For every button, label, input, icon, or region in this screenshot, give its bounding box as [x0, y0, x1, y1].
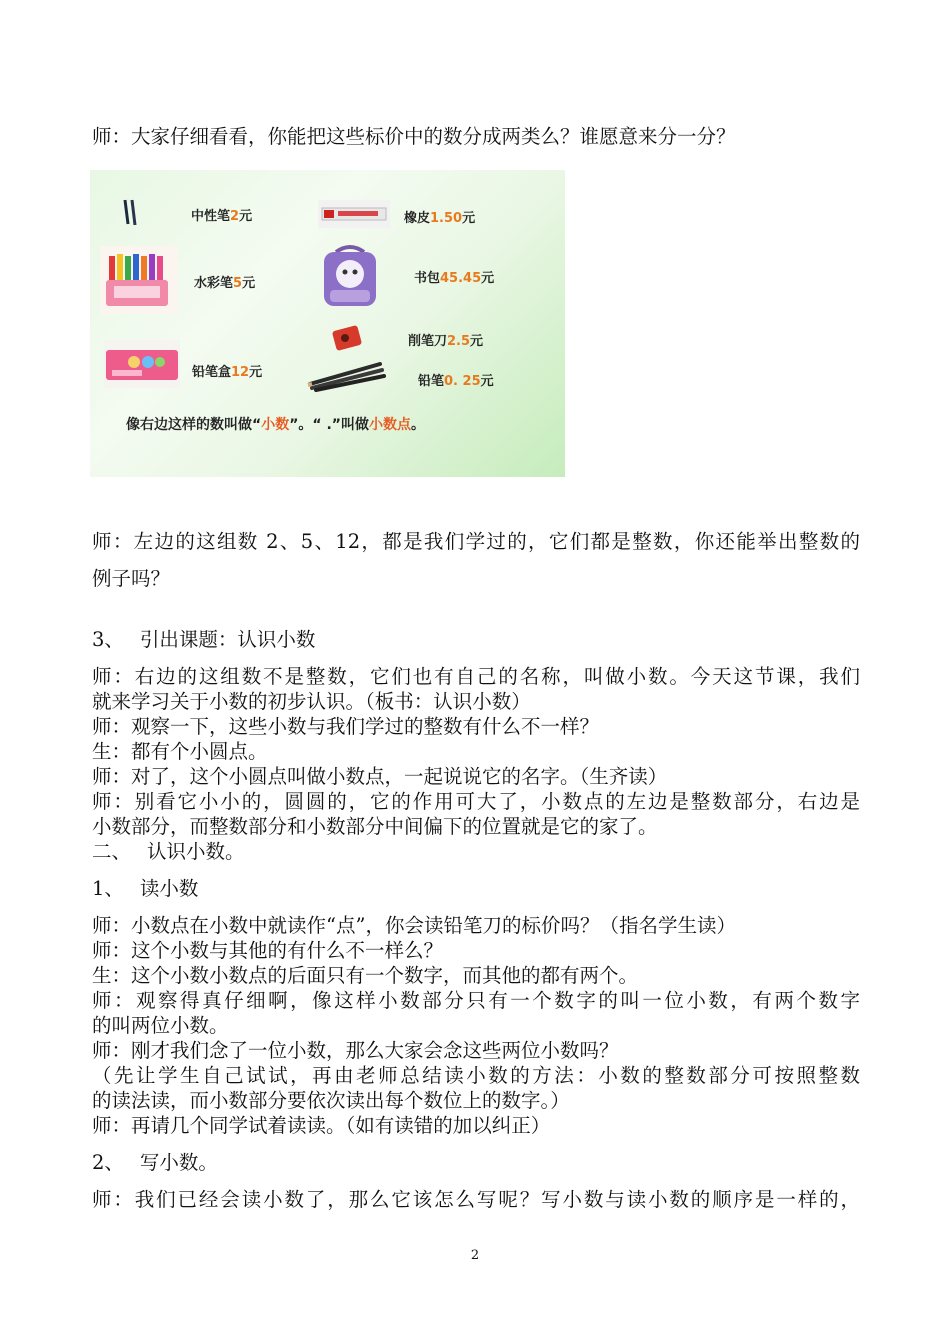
- item-name: 书包: [414, 271, 441, 286]
- item-unit: 元: [480, 374, 494, 389]
- price-label-pencil: [418, 370, 494, 389]
- item-name: 铅笔: [418, 374, 445, 389]
- item-unit: 元: [239, 209, 253, 224]
- price-label-watercolor-pens: [194, 272, 255, 291]
- gel-pen-icon: [120, 198, 142, 228]
- section-heading: 二、 认识小数。: [92, 840, 245, 863]
- section-heading: 2、 写小数。: [92, 1151, 218, 1174]
- text-line: 师：刚才我们念了一位小数，那么大家会念这些两位小数吗？: [92, 1039, 619, 1062]
- text-line: 师：我们已经会读小数了，那么它该怎么写呢？写小数与读小数的顺序是一样的，: [92, 1188, 860, 1211]
- price-label-pencil-sharpener: [408, 330, 483, 349]
- item-unit: 元: [462, 211, 476, 226]
- text-line: 就来学习关于小数的初步认识。（板书：认识小数）: [92, 690, 531, 713]
- text-line: 师：观察一下，这些小数与我们学过的整数有什么不一样？: [92, 715, 600, 738]
- section-heading: 3、 引出课题：认识小数: [92, 628, 316, 651]
- text-line: 的叫两位小数。: [92, 1014, 229, 1037]
- price-label-gel-pen: [191, 205, 252, 224]
- text-line: 师：再请几个同学试着读读。（如有读错的加以纠正）: [92, 1114, 551, 1137]
- item-unit: 元: [481, 271, 495, 286]
- text-line: 师：右边的这组数不是整数，它们也有自己的名称，叫做小数。今天这节课，我们: [92, 665, 860, 688]
- item-name: 铅笔盒: [192, 365, 232, 380]
- item-unit: 元: [470, 334, 484, 349]
- price-label-school-bag: [414, 267, 494, 286]
- watercolor-pens-icon: [100, 246, 178, 314]
- price-label-eraser: [404, 207, 475, 226]
- footer-text-2: ”。“ .”叫做: [289, 417, 369, 433]
- page-number: 2: [470, 1248, 480, 1263]
- pencils-icon: [306, 358, 386, 392]
- item-name: 削笔刀: [408, 334, 448, 349]
- price-label-pencil-box: [192, 361, 262, 380]
- item-price: 5: [233, 276, 243, 291]
- item-price: 45.45: [440, 271, 482, 286]
- eraser-icon: [316, 194, 392, 232]
- footer-text-3: 。: [411, 417, 425, 433]
- item-price: 2: [230, 209, 240, 224]
- footer-term-decimal-point: 小数点: [369, 417, 411, 433]
- item-name: 中性笔: [191, 209, 231, 224]
- text-line: 师：左边的这组数 2、5、12，都是我们学过的，它们都是整数，你还能举出整数的: [92, 530, 860, 553]
- item-name: 橡皮: [404, 211, 431, 226]
- footer-term-decimal: 小数: [261, 417, 290, 433]
- item-unit: 元: [249, 365, 263, 380]
- footer-text-1: 像右边这样的数叫做“: [126, 417, 262, 433]
- school-bag-icon: [318, 244, 382, 310]
- text-line: 的读法读，而小数部分要依次读出每个数位上的数字。）: [92, 1089, 570, 1112]
- text-line: 小数部分，而整数部分和小数部分中间偏下的位置就是它的家了。: [92, 815, 658, 838]
- text-line: 师：对了，这个小圆点叫做小数点，一起说说它的名字。（生齐读）: [92, 765, 668, 788]
- text-line: 师：这个小数与其他的有什么不一样么？: [92, 939, 444, 962]
- pencil-sharpener-icon: [330, 320, 364, 354]
- item-name: 水彩笔: [194, 276, 234, 291]
- price-slide: [90, 170, 565, 477]
- item-unit: 元: [242, 276, 256, 291]
- text-line: （先让学生自己试试，再由老师总结读小数的方法：小数的整数部分可按照整数: [92, 1064, 860, 1087]
- section-heading: 1、 读小数: [92, 877, 199, 900]
- text-line: 师：小数点在小数中就读作“点”，你会读铅笔刀的标价吗？（指名学生读）: [92, 914, 736, 937]
- text-line: 师：观察得真仔细啊，像这样小数部分只有一个数字的叫一位小数，有两个数字: [92, 989, 860, 1012]
- item-price: 2.5: [447, 334, 471, 349]
- text-line: 例子吗？: [92, 567, 171, 590]
- text-line: 师：别看它小小的，圆圆的，它的作用可大了，小数点的左边是整数部分，右边是: [92, 790, 860, 813]
- item-price: 1.50: [430, 211, 463, 226]
- item-price: 0. 25: [444, 374, 481, 389]
- text-line: 生：这个小数小数点的后面只有一个数字，而其他的都有两个。: [92, 964, 639, 987]
- intro-line: 师：大家仔细看看，你能把这些标价中的数分成两类么？谁愿意来分一分？: [92, 125, 736, 148]
- slide-footer: [126, 414, 425, 434]
- pencil-box-icon: [104, 340, 180, 388]
- text-line: 生：都有个小圆点。: [92, 740, 268, 763]
- item-price: 12: [231, 365, 250, 380]
